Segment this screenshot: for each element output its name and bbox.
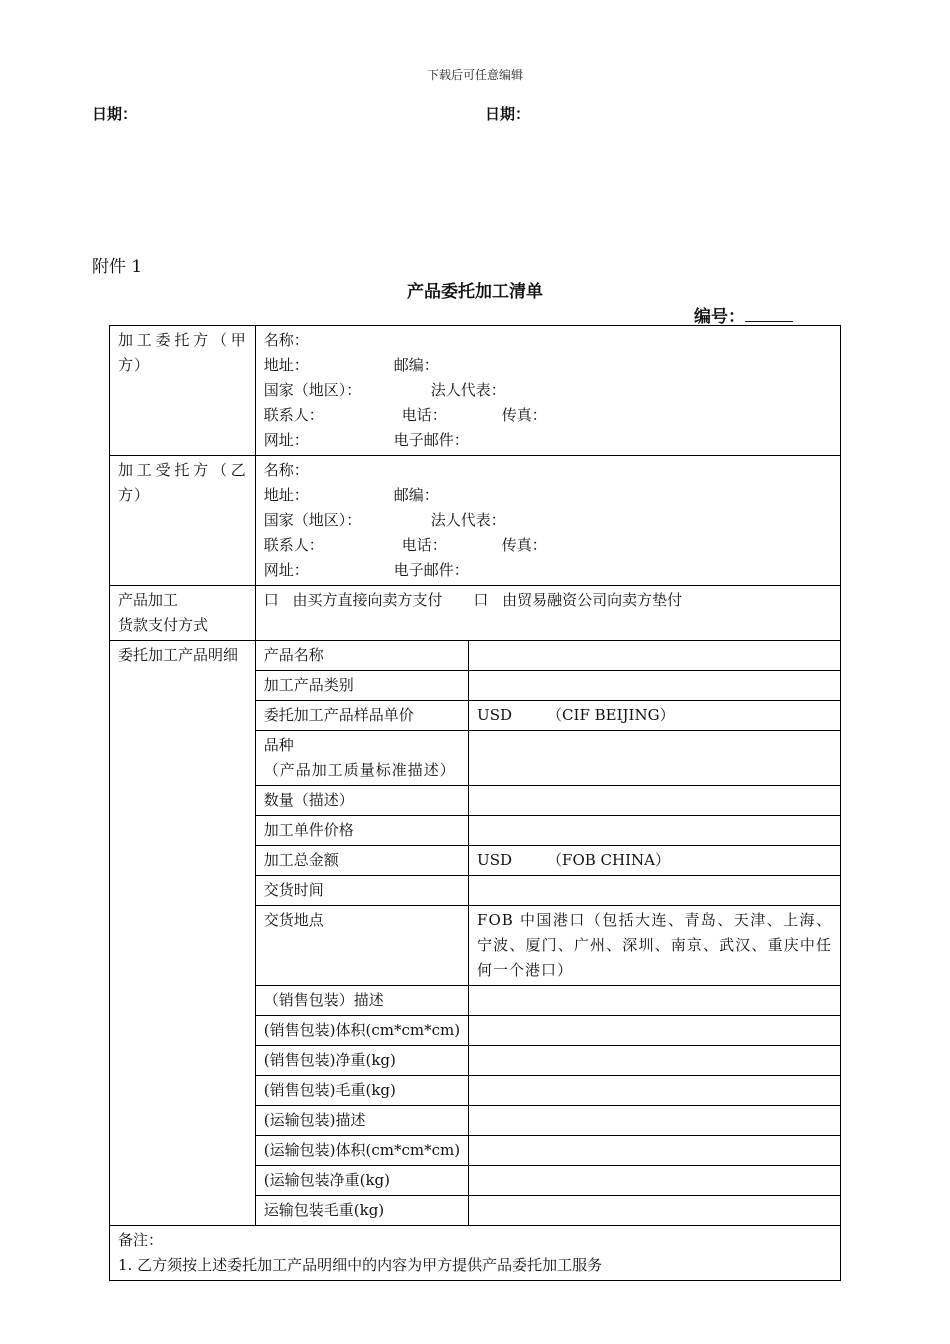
party-b-contact[interactable]: 联系人： xyxy=(263,536,324,554)
detail-value[interactable] xyxy=(469,1166,841,1196)
detail-name: 委托加工产品样品单价 xyxy=(255,701,468,731)
detail-name: (运输包装)体积(cm*cm*cm) xyxy=(255,1136,468,1166)
payment-option-2-label: 由贸易融资公司向卖方垫付 xyxy=(502,591,683,609)
detail-value[interactable] xyxy=(469,1196,841,1226)
processing-list-table xyxy=(109,325,841,1281)
detail-name: (销售包装)净重(kg) xyxy=(255,1046,468,1076)
currency-code: USD xyxy=(477,706,512,724)
party-b-address[interactable]: 地址： xyxy=(263,486,309,504)
checkbox-option-1[interactable]: 口 xyxy=(263,591,279,609)
payment-label-line2: 货款支付方式 xyxy=(118,616,209,634)
notes-row xyxy=(110,1226,841,1281)
party-a-label: 加工委托方（甲方） xyxy=(110,326,256,456)
detail-name: 加工单件价格 xyxy=(255,816,468,846)
party-b-postcode[interactable]: 邮编： xyxy=(393,486,439,504)
party-a-phone[interactable]: 电话： xyxy=(401,406,447,424)
party-b-website[interactable]: 网址： xyxy=(263,561,309,579)
payment-label xyxy=(110,586,256,641)
date-label-left: 日期： xyxy=(92,105,138,123)
detail-name-line2: （产品加工质量标准描述） xyxy=(263,761,456,779)
detail-name: (销售包装)体积(cm*cm*cm) xyxy=(255,1016,468,1046)
party-a-website[interactable]: 网址： xyxy=(263,431,309,449)
currency-code: USD xyxy=(477,851,512,869)
party-b-email[interactable]: 电子邮件： xyxy=(393,561,469,579)
party-b-row xyxy=(110,456,841,586)
detail-value[interactable] xyxy=(469,1136,841,1166)
detail-value[interactable] xyxy=(469,876,841,906)
date-label-right: 日期： xyxy=(485,105,531,123)
document-title: 产品委托加工清单 xyxy=(407,282,543,302)
price-term: （FOB CHINA） xyxy=(547,851,670,869)
party-b-name[interactable]: 名称： xyxy=(263,461,309,479)
detail-name xyxy=(255,731,468,786)
checkbox-option-2[interactable]: 口 xyxy=(473,591,489,609)
detail-value[interactable] xyxy=(469,1016,841,1046)
party-b-label: 加工受托方（乙方） xyxy=(110,456,256,586)
detail-name: 加工总金额 xyxy=(255,846,468,876)
party-a-country[interactable]: 国家（地区）： xyxy=(263,381,362,399)
serial-label: 编号： xyxy=(694,307,745,327)
party-a-contact[interactable]: 联系人： xyxy=(263,406,324,424)
detail-value[interactable] xyxy=(469,671,841,701)
detail-name: 加工产品类别 xyxy=(255,671,468,701)
detail-value[interactable] xyxy=(469,986,841,1016)
details-label: 委托加工产品明细 xyxy=(110,641,256,1226)
detail-name: 交货时间 xyxy=(255,876,468,906)
party-a-email[interactable]: 电子邮件： xyxy=(393,431,469,449)
payment-label-line1: 产品加工 xyxy=(118,591,179,609)
detail-value[interactable] xyxy=(469,1076,841,1106)
notes-label: 备注： xyxy=(118,1231,164,1249)
detail-value[interactable] xyxy=(469,701,841,731)
detail-value[interactable] xyxy=(469,846,841,876)
party-a-fields xyxy=(255,326,840,456)
detail-value[interactable] xyxy=(469,786,841,816)
payment-option-1-label: 由买方直接向卖方支付 xyxy=(292,591,443,609)
detail-row xyxy=(110,641,841,671)
detail-value[interactable] xyxy=(469,731,841,786)
party-a-address[interactable]: 地址： xyxy=(263,356,309,374)
detail-name: （销售包装）描述 xyxy=(255,986,468,1016)
party-b-phone[interactable]: 电话： xyxy=(401,536,447,554)
payment-row xyxy=(110,586,841,641)
detail-name: 运输包装毛重(kg) xyxy=(255,1196,468,1226)
notes-cell xyxy=(110,1226,841,1281)
serial-blank[interactable] xyxy=(745,305,793,322)
party-a-legal-rep[interactable]: 法人代表： xyxy=(430,381,506,399)
detail-value[interactable] xyxy=(469,1106,841,1136)
party-a-name[interactable]: 名称： xyxy=(263,331,309,349)
party-a-postcode[interactable]: 邮编： xyxy=(393,356,439,374)
detail-value[interactable] xyxy=(469,641,841,671)
detail-value[interactable] xyxy=(469,816,841,846)
attachment-label: 附件 1 xyxy=(92,257,143,277)
detail-value[interactable]: FOB 中国港口（包括大连、青岛、天津、上海、宁波、厦门、广州、深圳、南京、武汉、重庆中任何一个港口） xyxy=(469,906,841,986)
party-b-fax[interactable]: 传真： xyxy=(501,536,547,554)
party-b-fields xyxy=(255,456,840,586)
party-a-row xyxy=(110,326,841,456)
detail-name: 数量（描述） xyxy=(255,786,468,816)
detail-value[interactable] xyxy=(469,1046,841,1076)
detail-name: 产品名称 xyxy=(255,641,468,671)
detail-name: (运输包装)描述 xyxy=(255,1106,468,1136)
detail-name: (运输包装净重(kg) xyxy=(255,1166,468,1196)
serial-number xyxy=(694,302,793,327)
payment-options xyxy=(255,586,840,641)
notes-item-1: 1. 乙方须按上述委托加工产品明细中的内容为甲方提供产品委托加工服务 xyxy=(118,1256,603,1274)
party-b-country[interactable]: 国家（地区）： xyxy=(263,511,362,529)
price-term: （CIF BEIJING） xyxy=(547,706,675,724)
party-b-legal-rep[interactable]: 法人代表： xyxy=(430,511,506,529)
detail-name-line1: 品种 xyxy=(263,736,294,754)
party-a-fax[interactable]: 传真： xyxy=(501,406,547,424)
detail-name: (销售包装)毛重(kg) xyxy=(255,1076,468,1106)
detail-name: 交货地点 xyxy=(255,906,468,986)
page-header-note: 下载后可任意编辑 xyxy=(426,68,523,82)
